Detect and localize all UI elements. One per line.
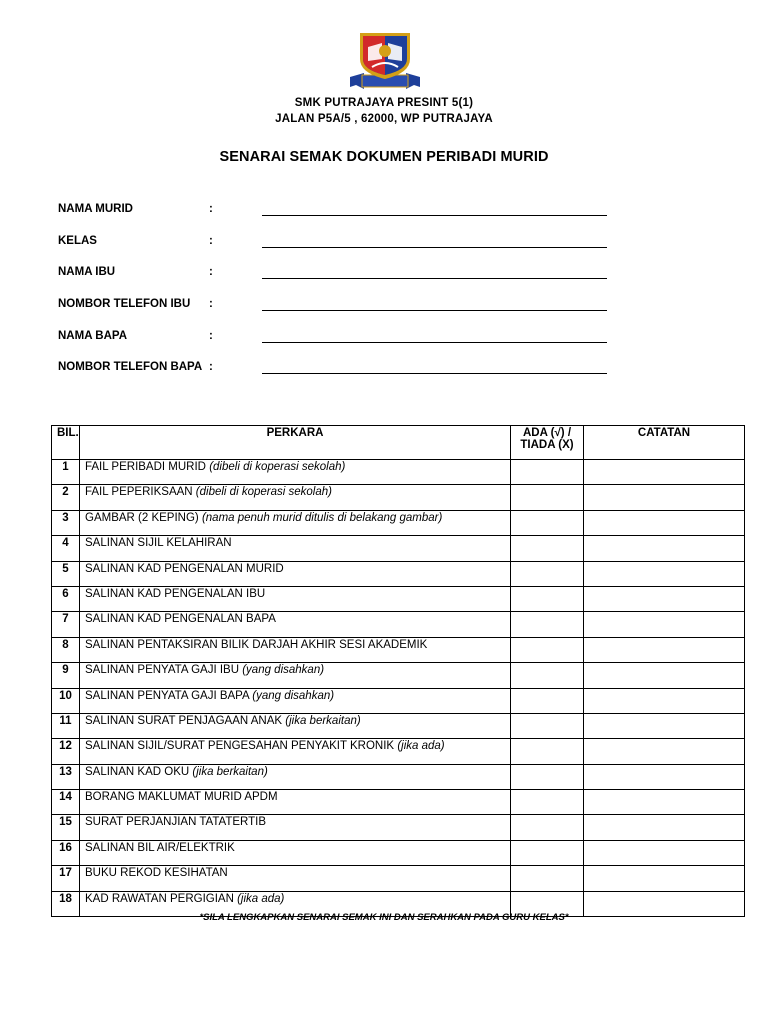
row-item-cell	[80, 866, 511, 891]
table-header-row	[52, 426, 745, 460]
form-row-telefon-bapa	[58, 361, 618, 379]
row-ada-tiada-cell[interactable]	[511, 460, 584, 485]
row-ada-tiada-cell[interactable]	[511, 764, 584, 789]
row-catatan-cell[interactable]	[584, 688, 745, 713]
row-catatan-cell[interactable]	[584, 561, 745, 586]
row-item: SALINAN KAD OKU	[85, 765, 190, 778]
row-catatan-cell[interactable]	[584, 840, 745, 865]
table-row	[52, 663, 745, 688]
table-row	[52, 561, 745, 586]
row-note: (nama penuh murid ditulis di belakang gambar)	[201, 511, 443, 524]
row-number: 1	[52, 460, 80, 485]
row-ada-tiada-cell[interactable]	[511, 510, 584, 535]
row-item-cell	[80, 561, 511, 586]
table-row	[52, 840, 745, 865]
row-number: 3	[52, 510, 80, 535]
row-catatan-cell[interactable]	[584, 815, 745, 840]
row-item: BORANG MAKLUMAT MURID APDM	[85, 791, 278, 804]
field-label-telefon-ibu: NOMBOR TELEFON IBU	[58, 298, 191, 310]
field-colon: :	[209, 361, 213, 373]
table-row	[52, 815, 745, 840]
row-number: 14	[52, 790, 80, 815]
school-crest-icon	[348, 29, 422, 93]
row-catatan-cell[interactable]	[584, 663, 745, 688]
row-catatan-cell[interactable]	[584, 612, 745, 637]
document-title: SENARAI SEMAK DOKUMEN PERIBADI MURID	[219, 149, 549, 165]
field-label-kelas: KELAS	[58, 235, 97, 247]
form-row-nama-bapa	[58, 330, 618, 348]
row-item-cell	[80, 815, 511, 840]
row-note: (jika berkaitan)	[285, 714, 361, 727]
field-colon: :	[209, 298, 213, 310]
row-ada-tiada-cell[interactable]	[511, 815, 584, 840]
field-blank-telefon-bapa[interactable]	[262, 373, 607, 374]
row-item-cell	[80, 688, 511, 713]
form-row-telefon-ibu	[58, 298, 618, 316]
table-row	[52, 460, 745, 485]
row-item: SALINAN SIJIL/SURAT PENGESAHAN PENYAKIT KRONIK	[85, 740, 395, 753]
field-blank-nama-ibu[interactable]	[262, 278, 607, 279]
row-ada-tiada-cell[interactable]	[511, 713, 584, 738]
row-item-cell	[80, 663, 511, 688]
row-item-cell	[80, 510, 511, 535]
table-row	[52, 612, 745, 637]
row-item-cell	[80, 790, 511, 815]
field-colon: :	[209, 330, 213, 342]
table-row	[52, 790, 745, 815]
row-number: 5	[52, 561, 80, 586]
row-number: 17	[52, 866, 80, 891]
row-catatan-cell[interactable]	[584, 764, 745, 789]
row-ada-tiada-cell[interactable]	[511, 612, 584, 637]
row-item: KAD RAWATAN PERGIGIAN	[85, 892, 234, 905]
row-ada-tiada-cell[interactable]	[511, 790, 584, 815]
row-item: SALINAN SIJIL KELAHIRAN	[85, 537, 232, 550]
row-catatan-cell[interactable]	[584, 637, 745, 662]
field-colon: :	[209, 266, 213, 278]
row-item: GAMBAR (2 KEPING)	[85, 511, 199, 524]
row-number: 10	[52, 688, 80, 713]
row-item: FAIL PERIBADI MURID	[85, 461, 206, 473]
row-item: FAIL PEPERIKSAAN	[85, 486, 193, 499]
row-catatan-cell[interactable]	[584, 485, 745, 510]
field-colon: :	[209, 203, 213, 215]
field-blank-nama-bapa[interactable]	[262, 342, 607, 343]
table-row	[52, 536, 745, 561]
row-item-cell	[80, 536, 511, 561]
table-row	[52, 739, 745, 764]
row-number: 9	[52, 663, 80, 688]
header-ada-line2: TIADA (X)	[520, 439, 574, 451]
row-note: (yang disahkan)	[242, 664, 325, 677]
row-ada-tiada-cell[interactable]	[511, 536, 584, 561]
row-item: BUKU REKOD KESIHATAN	[85, 867, 228, 880]
row-catatan-cell[interactable]	[584, 510, 745, 535]
row-item: SALINAN SURAT PENJAGAAN ANAK	[85, 714, 283, 727]
field-blank-kelas[interactable]	[262, 247, 607, 248]
row-catatan-cell[interactable]	[584, 713, 745, 738]
row-item: SALINAN PENTAKSIRAN BILIK DARJAH AKHIR SESI AKADEMIK	[85, 638, 428, 651]
row-item-cell	[80, 612, 511, 637]
row-ada-tiada-cell[interactable]	[511, 586, 584, 611]
row-item-cell	[80, 637, 511, 662]
row-number: 4	[52, 536, 80, 561]
row-item: SALINAN KAD PENGENALAN BAPA	[85, 613, 276, 626]
row-item: SALINAN PENYATA GAJI IBU	[85, 664, 240, 677]
row-catatan-cell[interactable]	[584, 536, 745, 561]
header-ada-tiada	[511, 426, 584, 460]
row-item-cell	[80, 460, 511, 485]
row-ada-tiada-cell[interactable]	[511, 485, 584, 510]
row-ada-tiada-cell[interactable]	[511, 663, 584, 688]
header-bil: BIL.	[52, 426, 80, 460]
row-number: 6	[52, 586, 80, 611]
school-address: JALAN P5A/5 , 62000, WP PUTRAJAYA	[275, 113, 493, 125]
table-row	[52, 510, 745, 535]
table-row	[52, 866, 745, 891]
row-number: 2	[52, 485, 80, 510]
header-perkara: PERKARA	[80, 426, 511, 460]
row-catatan-cell[interactable]	[584, 460, 745, 485]
field-blank-telefon-ibu[interactable]	[262, 310, 607, 311]
header-catatan: CATATAN	[584, 426, 745, 460]
row-number: 7	[52, 612, 80, 637]
table-row	[52, 586, 745, 611]
row-catatan-cell[interactable]	[584, 790, 745, 815]
checklist-table	[51, 425, 745, 917]
form-row-nama-ibu	[58, 266, 618, 284]
row-item: SALINAN KAD PENGENALAN MURID	[85, 562, 284, 575]
row-ada-tiada-cell[interactable]	[511, 840, 584, 865]
header-ada-line1: ADA (√) /	[522, 427, 572, 439]
field-blank-nama-murid[interactable]	[262, 215, 607, 216]
table-row	[52, 764, 745, 789]
row-note: (dibeli di koperasi sekolah)	[209, 461, 346, 473]
row-number: 18	[52, 891, 80, 916]
row-number: 8	[52, 637, 80, 662]
table-row	[52, 637, 745, 662]
form-row-kelas	[58, 235, 618, 253]
row-item-cell	[80, 586, 511, 611]
row-item-cell	[80, 840, 511, 865]
row-number: 11	[52, 713, 80, 738]
field-label-nama-murid: NAMA MURID	[58, 203, 133, 215]
row-ada-tiada-cell[interactable]	[511, 739, 584, 764]
row-ada-tiada-cell[interactable]	[511, 561, 584, 586]
row-catatan-cell[interactable]	[584, 586, 745, 611]
row-ada-tiada-cell[interactable]	[511, 637, 584, 662]
table-row	[52, 485, 745, 510]
row-catatan-cell[interactable]	[584, 866, 745, 891]
row-note: (jika ada)	[397, 740, 445, 753]
row-item: SALINAN PENYATA GAJI BAPA	[85, 689, 250, 702]
row-item-cell	[80, 713, 511, 738]
school-name: SMK PUTRAJAYA PRESINT 5(1)	[294, 97, 474, 109]
row-item-cell	[80, 485, 511, 510]
row-note: (jika berkaitan)	[192, 765, 268, 778]
field-label-telefon-bapa: NOMBOR TELEFON BAPA	[58, 361, 203, 373]
footer-instruction: *SILA LENGKAPKAN SENARAI SEMAK INI DAN SERAHKAN PADA GURU KELAS*	[199, 912, 569, 923]
row-number: 16	[52, 840, 80, 865]
row-note: (yang disahkan)	[252, 689, 335, 702]
field-label-nama-ibu: NAMA IBU	[58, 266, 116, 278]
row-item: SURAT PERJANJIAN TATATERTIB	[85, 816, 267, 829]
field-label-nama-bapa: NAMA BAPA	[58, 330, 127, 342]
row-item: SALINAN BIL AIR/ELEKTRIK	[85, 841, 235, 854]
row-number: 12	[52, 739, 80, 764]
field-colon: :	[209, 235, 213, 247]
row-item: SALINAN KAD PENGENALAN IBU	[85, 587, 266, 600]
row-item-cell	[80, 764, 511, 789]
row-note: (dibeli di koperasi sekolah)	[195, 486, 332, 499]
row-number: 13	[52, 764, 80, 789]
row-ada-tiada-cell[interactable]	[511, 688, 584, 713]
row-item-cell	[80, 739, 511, 764]
row-ada-tiada-cell[interactable]	[511, 866, 584, 891]
row-note: (jika ada)	[237, 892, 285, 905]
row-catatan-cell[interactable]	[584, 739, 745, 764]
table-row	[52, 688, 745, 713]
row-number: 15	[52, 815, 80, 840]
form-row-nama-murid	[58, 203, 618, 221]
table-row	[52, 713, 745, 738]
